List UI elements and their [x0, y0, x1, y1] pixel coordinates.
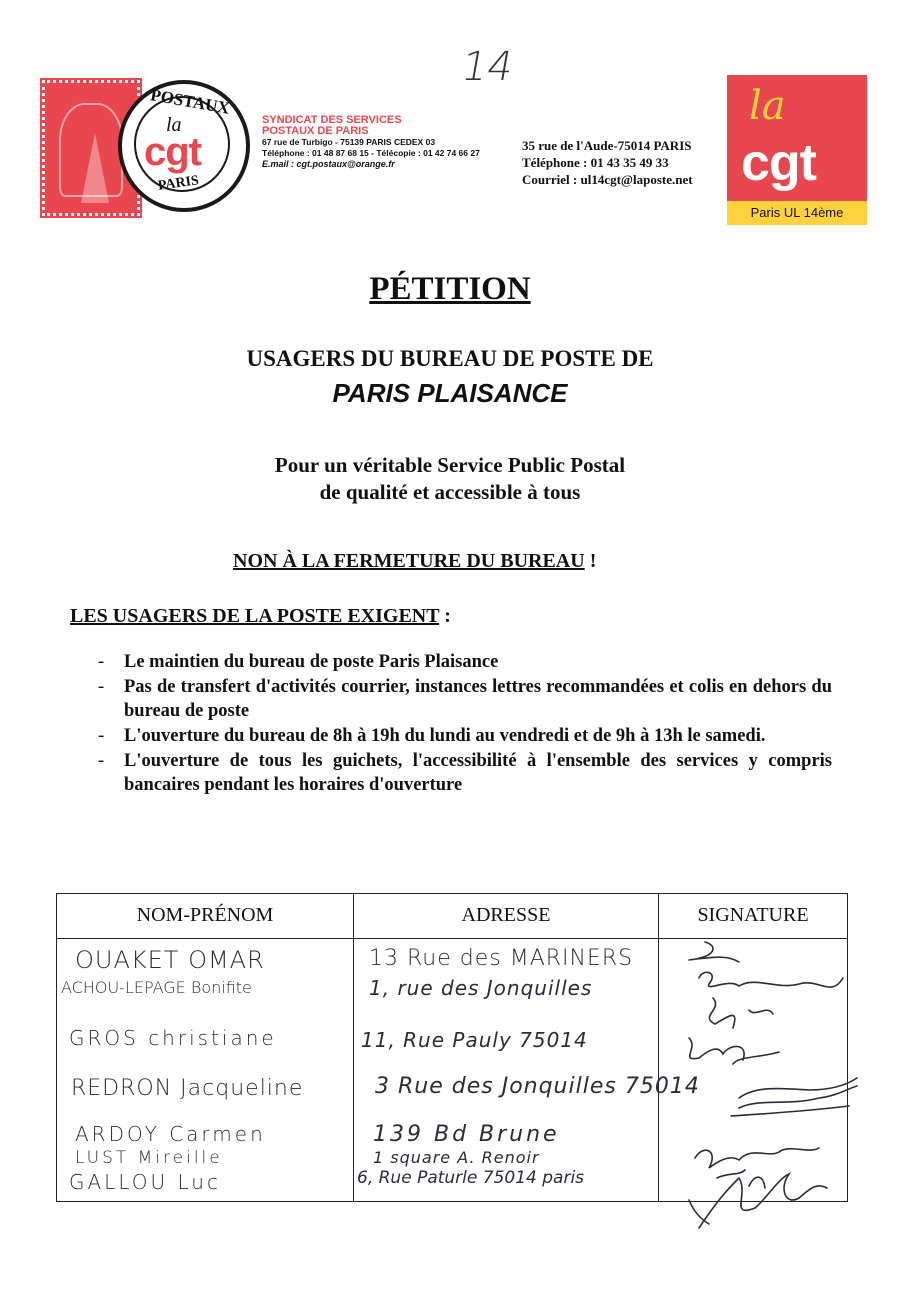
row-name: REDRON Jacqueline	[71, 1076, 304, 1101]
exigent-heading-suffix: :	[439, 605, 451, 627]
subtitle-line2: PARIS PLAISANCE	[332, 378, 568, 408]
subtitle-line1: USAGERS DU BUREAU DE POSTE DE	[246, 346, 654, 371]
seal-text-top: POSTAUX	[149, 85, 232, 118]
syndicat-line1: SYNDICAT DES SERVICES	[262, 114, 402, 126]
seal-text-mid: la	[166, 114, 182, 136]
ul-address: 35 rue de l'Aude-75014 PARIS	[522, 138, 692, 153]
syndicat-address: 67 rue de Turbigo - 75139 PARIS CEDEX 03	[262, 137, 436, 147]
column-header-signature: SIGNATURE	[697, 904, 809, 926]
ul-phone: Téléphone : 01 43 35 49 33	[522, 155, 669, 170]
ul-email: Courriel : ul14cgt@laposte.net	[522, 172, 693, 187]
row-address: 139 Bd Brune	[373, 1122, 560, 1147]
ul-contact-block	[522, 137, 693, 188]
exigent-heading	[70, 605, 451, 628]
cgt-logo-bar: Paris UL 14ème	[727, 201, 867, 225]
seal-text-bottom: PARIS	[157, 173, 200, 194]
row-name: OUAKET OMAR	[75, 946, 265, 974]
syndicat-line2: POSTAUX DE PARIS	[262, 125, 369, 137]
demands-list	[92, 650, 832, 798]
list-item: - Pas de transfert d'activités courrier, instances lettres recommandées et colis en dehors du bureau de poste	[92, 675, 832, 723]
intro-line1: Pour un véritable Service Public Postal	[274, 453, 626, 477]
row-address: 3 Rue des Jonquilles 75014	[375, 1074, 700, 1099]
row-name: ARDOY Carmen	[75, 1122, 266, 1146]
page-number: 14	[457, 44, 517, 90]
row-name: ACHOU-LEPAGE Bonifite	[61, 978, 252, 997]
row-address: 11, Rue Pauly 75014	[361, 1028, 588, 1052]
intro-text	[0, 452, 900, 506]
list-item: - L'ouverture du bureau de 8h à 19h du lundi au vendredi et de 9h à 13h le samedi.	[92, 724, 832, 748]
intro-line2: de qualité et accessible à tous	[319, 480, 581, 504]
list-item: - Le maintien du bureau de poste Paris Plaisance	[92, 650, 832, 674]
row-address: 6, Rue Paturle 75014 paris	[357, 1168, 585, 1188]
signature-table	[56, 893, 848, 1202]
column-header-name: NOM-PRÉNOM	[136, 904, 274, 926]
cgt-logo-la: la	[749, 83, 786, 129]
cgt-postaux-seal	[118, 80, 250, 212]
non-heading-suffix: !	[584, 550, 597, 572]
non-heading	[233, 550, 596, 573]
syndicat-email: E.mail : cgt.postaux@orange.fr	[262, 159, 395, 169]
column-header-address: ADRESSE	[461, 904, 551, 926]
signatures-scribbles	[659, 938, 859, 1238]
row-name: LUST Mireille	[75, 1148, 223, 1168]
row-name: GALLOU Luc	[69, 1170, 221, 1194]
cgt-logo-cgt: cgt	[741, 134, 816, 192]
syndicat-phone: Téléphone : 01 48 87 68 15 - Télécopie : 01 42 74 66 27	[262, 148, 480, 158]
row-address: 1 square A. Renoir	[373, 1148, 540, 1167]
row-address: 13 Rue des MARINERS	[369, 946, 634, 971]
cgt-logo	[727, 75, 867, 225]
page-title: PÉTITION	[369, 271, 531, 307]
syndicat-block	[262, 115, 480, 170]
list-item: - L'ouverture de tous les guichets, l'accessibilité à l'ensemble des services y compris bancaires pendant les horaires d'ouverture	[92, 749, 832, 797]
row-address: 1, rue des Jonquilles	[369, 976, 593, 1000]
non-heading-text: NON À LA FERMETURE DU BUREAU	[233, 550, 585, 572]
exigent-heading-text: LES USAGERS DE LA POSTE EXIGENT	[70, 605, 440, 627]
row-name: GROS christiane	[69, 1026, 277, 1050]
seal-text-logo: cgt	[144, 130, 201, 174]
